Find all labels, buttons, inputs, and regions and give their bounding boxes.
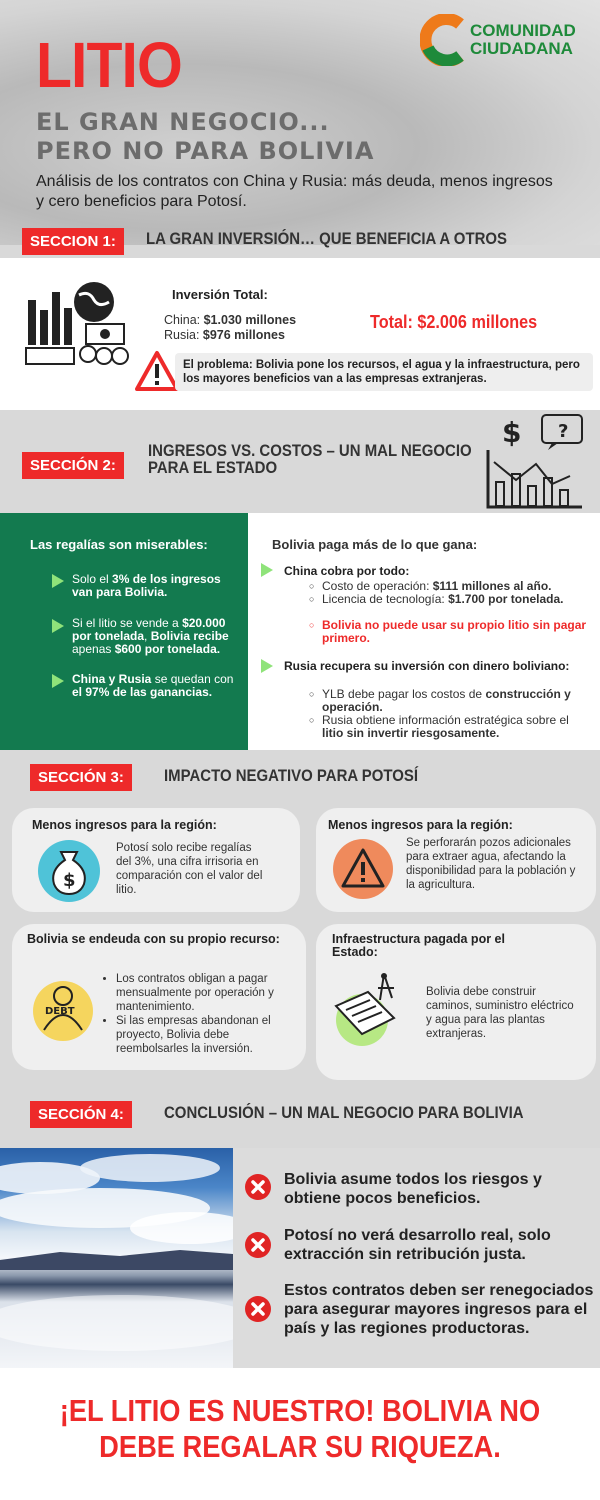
card-2-body: Se perforarán pozos adicionales para extraer agua, afectando la disponibilidad para la población y la agricultura. [406, 837, 576, 891]
royalty-3-bold-a: China y Rusia [72, 672, 152, 686]
logo-text [470, 22, 576, 58]
royalty-2-bold-d: Bolivia recibe [150, 629, 229, 643]
china-cost-2 [322, 593, 592, 606]
card-3-list [102, 972, 302, 1056]
card-3-item-2: • Si las empresas abandonan el proyecto, Bolivia debe reembolsarles la inversión. [116, 1014, 302, 1056]
china-cost-3: ○ Bolivia no puede usar su propio litio sin pagar primero. [322, 619, 592, 645]
russia-cost-2 [322, 714, 592, 740]
section-1-title: LA GRAN INVERSIÓN… QUE BENEFICIA A OTROS [146, 229, 508, 248]
costs-heading: Bolivia paga más de lo que gana: [272, 537, 478, 552]
logo-line-1: COMUNIDAD [470, 21, 576, 40]
logo-line-2: CIUDADANA [470, 39, 573, 58]
total-investment: Total: $2.006 millones [370, 312, 538, 332]
page-title: LITIO [36, 29, 182, 101]
russia-cost-2-text: Rusia obtiene información estratégica sobre el [322, 713, 569, 727]
problem-statement: El problema: Bolivia pone los recursos, el agua y la infraestructura, pero los mayores beneficios van a las empresas extranjeras. [175, 353, 593, 391]
china-investment [164, 313, 296, 327]
china-costs-heading: China cobra por todo: [284, 564, 410, 578]
china-label: China: [164, 313, 204, 327]
card-1-heading: Menos ingresos para la región: [32, 818, 217, 832]
x-circle-icon [244, 1173, 272, 1201]
closing-slogan [36, 1393, 564, 1465]
royalty-1-text: Solo el [72, 572, 113, 586]
russia-value: $976 millones [202, 328, 285, 342]
royalties-heading: Las regalías son miserables: [30, 537, 208, 552]
debt-icon-label: DEBT [45, 1006, 75, 1017]
section-3-title: IMPACTO NEGATIVO PARA POTOSÍ [164, 766, 419, 785]
royalty-2-text-a: Si el litio se vende a [72, 616, 183, 630]
russia-cost-1 [322, 688, 592, 714]
royalty-point-1 [72, 573, 242, 599]
russia-label: Rusia: [164, 328, 203, 342]
arrow-bullet-icon [52, 674, 64, 688]
card-1-body: Potosí solo recibe regalías del 3%, una cifra irrisoria en comparación con el valor del litio. [116, 842, 263, 896]
investment-title: Inversión Total: [172, 287, 268, 302]
slogan-line-2: DEBE REGALAR SU RIQUEZA. [99, 1429, 501, 1464]
salt-flat-photo [0, 1148, 233, 1368]
section-2-tag: SECCIÓN 2: [22, 452, 124, 479]
danger-warning-icon [332, 838, 394, 900]
blueprint-icon [328, 970, 408, 1050]
royalty-3-text-b: se quedan con [151, 672, 234, 686]
section-4-tag: SECCIÓN 4: [30, 1101, 132, 1128]
slogan-line-1: ¡EL LITIO ES NUESTRO! BOLIVIA NO [59, 1393, 541, 1428]
royalty-point-2 [72, 617, 242, 656]
royalty-2-bold-b: $20.000 por tonelada [72, 616, 226, 643]
conclusion-point-1: Bolivia asume todos los riesgos y obtiene pocos beneficios. [284, 1171, 542, 1207]
royalty-3-bold-c: el 97% de las ganancias. [72, 685, 213, 699]
section-2-title [148, 442, 472, 476]
comunidad-ciudadana-logo-icon [420, 14, 466, 66]
royalty-1-bold: 3% de los ingresos van para Bolivia. [72, 572, 221, 599]
subtitle-line-1: EL GRAN NEGOCIO... [36, 108, 330, 136]
svg-text:?: ? [558, 421, 569, 442]
card-3-item-1: • Los contratos obligan a pagar mensualmente por operación y mantenimiento. [116, 972, 302, 1014]
royalty-2-text-c: , [144, 629, 151, 643]
conclusion-point-3: Estos contratos deben ser renegociados para asegurar mayores ingresos para el país y las regiones productoras. [284, 1282, 594, 1337]
section-1-tag: SECCION 1: [22, 228, 124, 255]
arrow-bullet-icon [261, 659, 273, 673]
warning-icon [134, 350, 180, 392]
section-4-title: CONCLUSIÓN – UN MAL NEGOCIO PARA BOLIVIA [164, 1103, 524, 1122]
svg-text:$: $ [63, 870, 76, 891]
x-circle-icon [244, 1295, 272, 1323]
royalty-point-3 [72, 673, 242, 699]
arrow-bullet-icon [261, 563, 273, 577]
china-cost-1-bold: $111 millones al año. [432, 579, 552, 593]
china-value: $1.030 millones [203, 313, 297, 327]
card-3-heading: Bolivia se endeuda con su propio recurso: [27, 932, 280, 946]
china-cost-2-bold: $1.700 por tonelada. [448, 592, 564, 606]
card-4-body: Bolivia debe construir caminos, suministro eléctrico y agua para las plantas extranjeras. [426, 986, 574, 1040]
china-cost-1-text: Costo de operación: [322, 579, 433, 593]
arrow-bullet-icon [52, 619, 64, 633]
investment-chart-icon [24, 280, 134, 370]
x-circle-icon [244, 1231, 272, 1259]
subtitle-line-2: PERO NO PARA BOLIVIA [36, 137, 375, 165]
section-2-title-line-1: INGRESOS VS. COSTOS – UN MAL NEGOCIO [148, 441, 472, 460]
section-2-title-line-2: PARA EL ESTADO [148, 458, 278, 477]
declining-chart-icon [482, 412, 586, 512]
section-3-tag: SECCIÓN 3: [30, 764, 132, 791]
card-4-heading: Infraestructura pagada por el Estado: [332, 932, 505, 959]
russia-costs-heading: Rusia recupera su inversión con dinero boliviano: [284, 659, 570, 673]
svg-text:$: $ [502, 416, 522, 449]
russia-cost-1-text: YLB debe pagar los costos de [322, 687, 486, 701]
royalty-2-text-e: apenas [72, 642, 115, 656]
card-2-heading: Menos ingresos para la región: [328, 818, 513, 832]
russia-investment [164, 328, 285, 342]
intro-text: Análisis de los contratos con China y Rusia: más deuda, menos ingresos y cero beneficios para Potosí. [36, 173, 553, 210]
clouds-and-salt-flat-image [0, 1148, 233, 1368]
china-cost-2-text: Licencia de tecnología: [322, 592, 449, 606]
arrow-bullet-icon [52, 574, 64, 588]
money-bag-icon [36, 838, 102, 904]
royalty-2-bold-f: $600 por tonelada. [114, 642, 221, 656]
debt-icon [32, 980, 94, 1042]
russia-cost-2-bold: litio sin invertir riesgosamente. [322, 726, 500, 740]
conclusion-point-2: Potosí no verá desarrollo real, solo extracción sin retribución justa. [284, 1227, 551, 1263]
russia-cost-1-bold: construcción y operación. [322, 687, 571, 714]
